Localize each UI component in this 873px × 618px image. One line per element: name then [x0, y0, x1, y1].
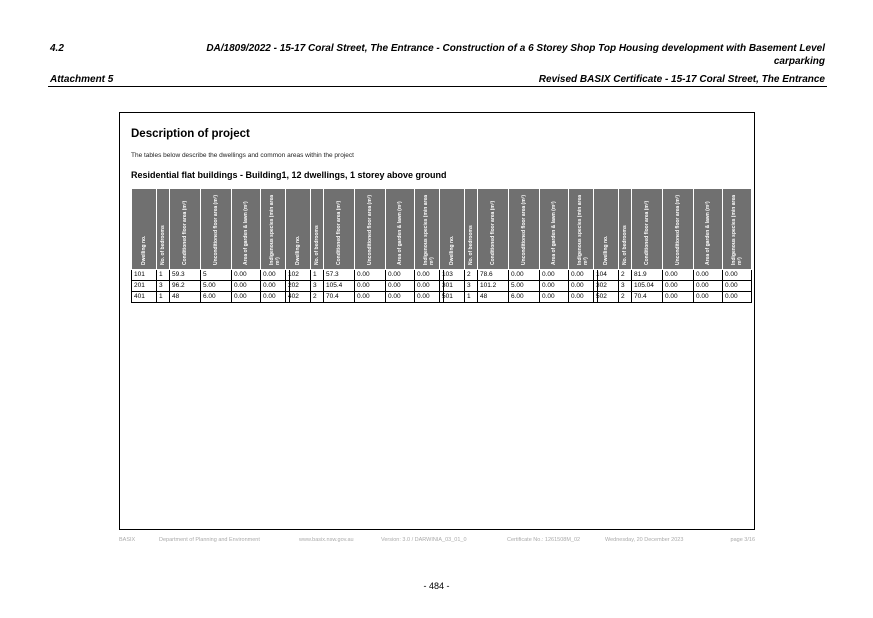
- column-header-garden-area: [540, 189, 569, 270]
- cell-unconditioned-area: 0.00: [509, 270, 540, 281]
- cell-bedrooms: 3: [465, 281, 478, 292]
- column-header-bedrooms: [465, 189, 478, 270]
- column-header-label: Conditioned floor area (m²): [336, 200, 342, 265]
- column-header-label: Indigenous species (min area m²): [577, 194, 589, 265]
- page-number: - 484 -: [423, 581, 450, 591]
- column-header-label: Dwelling no.: [141, 235, 147, 265]
- column-header-bedrooms: [619, 189, 632, 270]
- cell-indigenous-species: 0.00: [569, 270, 598, 281]
- column-header-label: Unconditioned floor area (m²): [213, 195, 219, 265]
- cell-bedrooms: 2: [619, 270, 632, 281]
- cell-dwelling-no: 401: [132, 292, 157, 303]
- column-header-label: No. of bedrooms: [160, 225, 166, 265]
- column-header-dwelling-no: [132, 189, 157, 270]
- footer-website: www.basix.nsw.gov.au: [299, 537, 354, 543]
- cell-bedrooms: 1: [157, 292, 170, 303]
- cell-dwelling-no: 103: [440, 270, 465, 281]
- cell-unconditioned-area: 0.00: [663, 270, 694, 281]
- cell-unconditioned-area: 0.00: [355, 292, 386, 303]
- cell-conditioned-area: 101.2: [478, 281, 509, 292]
- table-row: [132, 281, 290, 292]
- column-header-dwelling-no: [286, 189, 311, 270]
- cell-conditioned-area: 105.04: [632, 281, 663, 292]
- column-header-label: No. of bedrooms: [622, 225, 628, 265]
- cell-indigenous-species: 0.00: [261, 281, 290, 292]
- cell-conditioned-area: 96.2: [170, 281, 201, 292]
- cell-indigenous-species: 0.00: [569, 292, 598, 303]
- cell-indigenous-species: 0.00: [723, 292, 752, 303]
- building-title: Residential flat buildings - Building1, 12 dwellings, 1 storey above ground: [131, 170, 447, 180]
- cell-bedrooms: 2: [311, 292, 324, 303]
- cell-garden-area: 0.00: [694, 281, 723, 292]
- column-header-label: Conditioned floor area (m²): [644, 200, 650, 265]
- table-row: [594, 292, 752, 303]
- footer-date: Wednesday, 20 December 2023: [605, 537, 684, 543]
- column-header-bedrooms: [157, 189, 170, 270]
- column-header-label: No. of bedrooms: [314, 225, 320, 265]
- cell-indigenous-species: 0.00: [415, 270, 444, 281]
- footer-basix: BASIX: [119, 537, 136, 543]
- column-header-label: Indigenous species (min area m²): [269, 194, 281, 265]
- cell-bedrooms: 3: [157, 281, 170, 292]
- cell-conditioned-area: 81.9: [632, 270, 663, 281]
- cell-conditioned-area: 105.4: [324, 281, 355, 292]
- cell-unconditioned-area: 0.00: [355, 270, 386, 281]
- cell-bedrooms: 1: [465, 292, 478, 303]
- column-header-label: Area of garden & lawn (m²): [551, 201, 557, 265]
- table-row: [286, 281, 444, 292]
- footer-page: page 3/16: [730, 537, 755, 543]
- cell-garden-area: 0.00: [232, 292, 261, 303]
- column-header-label: Unconditioned floor area (m²): [675, 195, 681, 265]
- cell-dwelling-no: 101: [132, 270, 157, 281]
- table-row: [440, 292, 598, 303]
- table-row: [132, 292, 290, 303]
- cell-garden-area: 0.00: [386, 281, 415, 292]
- table-row: [132, 270, 290, 281]
- cell-garden-area: 0.00: [540, 270, 569, 281]
- item-number: 4.2: [50, 43, 64, 54]
- column-header-indigenous-species: [723, 189, 752, 270]
- column-header-label: Dwelling no.: [295, 235, 301, 265]
- table-row: [594, 281, 752, 292]
- cell-conditioned-area: 48: [170, 292, 201, 303]
- section-subtitle: The tables below describe the dwellings and common areas within the project: [131, 152, 354, 159]
- cell-unconditioned-area: 6.00: [201, 292, 232, 303]
- table-row: [440, 270, 598, 281]
- column-header-garden-area: [232, 189, 261, 270]
- cell-dwelling-no: 501: [440, 292, 465, 303]
- cell-indigenous-species: 0.00: [261, 292, 290, 303]
- column-header-garden-area: [386, 189, 415, 270]
- cell-unconditioned-area: 0.00: [355, 281, 386, 292]
- cell-dwelling-no: 301: [440, 281, 465, 292]
- column-header-unconditioned-area: [509, 189, 540, 270]
- cell-unconditioned-area: 5: [201, 270, 232, 281]
- table-row: [286, 292, 444, 303]
- cell-conditioned-area: 48: [478, 292, 509, 303]
- cell-indigenous-species: 0.00: [415, 292, 444, 303]
- cell-conditioned-area: 70.4: [324, 292, 355, 303]
- cell-garden-area: 0.00: [232, 270, 261, 281]
- cell-unconditioned-area: 0.00: [663, 281, 694, 292]
- cell-garden-area: 0.00: [694, 292, 723, 303]
- column-header-label: Area of garden & lawn (m²): [243, 201, 249, 265]
- column-header-label: Dwelling no.: [603, 235, 609, 265]
- cell-bedrooms: 1: [311, 270, 324, 281]
- cell-conditioned-area: 59.3: [170, 270, 201, 281]
- column-header-dwelling-no: [594, 189, 619, 270]
- column-header-conditioned-area: [170, 189, 201, 270]
- cell-indigenous-species: 0.00: [569, 281, 598, 292]
- cell-dwelling-no: 202: [286, 281, 311, 292]
- cell-garden-area: 0.00: [386, 270, 415, 281]
- dwelling-table: [593, 188, 752, 303]
- column-header-conditioned-area: [632, 189, 663, 270]
- footer-department: Department of Planning and Environment: [159, 537, 260, 543]
- column-header-unconditioned-area: [201, 189, 232, 270]
- dwelling-table: [131, 188, 290, 303]
- cell-indigenous-species: 0.00: [261, 270, 290, 281]
- cell-indigenous-species: 0.00: [723, 281, 752, 292]
- cell-bedrooms: 1: [157, 270, 170, 281]
- cell-dwelling-no: 201: [132, 281, 157, 292]
- table-row: [440, 281, 598, 292]
- column-header-label: No. of bedrooms: [468, 225, 474, 265]
- footer-version: Version: 3.0 / DARWINIA_03_01_0: [381, 537, 467, 543]
- column-header-label: Conditioned floor area (m²): [182, 200, 188, 265]
- cell-dwelling-no: 402: [286, 292, 311, 303]
- cell-indigenous-species: 0.00: [415, 281, 444, 292]
- cell-garden-area: 0.00: [540, 292, 569, 303]
- column-header-conditioned-area: [324, 189, 355, 270]
- column-header-label: Conditioned floor area (m²): [490, 200, 496, 265]
- cell-bedrooms: 2: [619, 292, 632, 303]
- cell-bedrooms: 3: [311, 281, 324, 292]
- cell-unconditioned-area: 0.00: [663, 292, 694, 303]
- column-header-label: Unconditioned floor area (m²): [367, 195, 373, 265]
- table-row: [286, 270, 444, 281]
- footer-certificate: Certificate No.: 1261508M_02: [507, 537, 581, 543]
- table-row: [594, 270, 752, 281]
- column-header-label: Indigenous species (min area m²): [423, 194, 435, 265]
- cell-conditioned-area: 78.6: [478, 270, 509, 281]
- column-header-bedrooms: [311, 189, 324, 270]
- cell-bedrooms: 2: [465, 270, 478, 281]
- column-header-dwelling-no: [440, 189, 465, 270]
- cell-dwelling-no: 302: [594, 281, 619, 292]
- cell-dwelling-no: 502: [594, 292, 619, 303]
- cell-dwelling-no: 102: [286, 270, 311, 281]
- dwelling-table: [285, 188, 444, 303]
- attachment-title: Revised BASIX Certificate - 15-17 Coral Street, The Entrance: [538, 74, 825, 85]
- cell-conditioned-area: 57.3: [324, 270, 355, 281]
- cell-indigenous-species: 0.00: [723, 270, 752, 281]
- column-header-label: Area of garden & lawn (m²): [705, 201, 711, 265]
- cell-unconditioned-area: 5.00: [509, 281, 540, 292]
- cell-garden-area: 0.00: [540, 281, 569, 292]
- section-title: Description of project: [131, 128, 250, 140]
- dwelling-table: [439, 188, 598, 303]
- column-header-label: Dwelling no.: [449, 235, 455, 265]
- column-header-label: Unconditioned floor area (m²): [521, 195, 527, 265]
- cell-garden-area: 0.00: [386, 292, 415, 303]
- column-header-label: Area of garden & lawn (m²): [397, 201, 403, 265]
- column-header-unconditioned-area: [355, 189, 386, 270]
- document-title: DA/1809/2022 - 15-17 Coral Street, The Entrance - Construction of a 6 Storey Shop Top Housing development with Basement Level carparking: [206, 43, 825, 67]
- column-header-label: Indigenous species (min area m²): [731, 194, 743, 265]
- cell-dwelling-no: 104: [594, 270, 619, 281]
- column-header-conditioned-area: [478, 189, 509, 270]
- cell-bedrooms: 3: [619, 281, 632, 292]
- cell-unconditioned-area: 6.00: [509, 292, 540, 303]
- column-header-unconditioned-area: [663, 189, 694, 270]
- cell-garden-area: 0.00: [694, 270, 723, 281]
- cell-conditioned-area: 70.4: [632, 292, 663, 303]
- header-rule: [48, 86, 827, 87]
- cell-garden-area: 0.00: [232, 281, 261, 292]
- column-header-garden-area: [694, 189, 723, 270]
- cell-unconditioned-area: 5.00: [201, 281, 232, 292]
- attachment-label: Attachment 5: [50, 74, 114, 85]
